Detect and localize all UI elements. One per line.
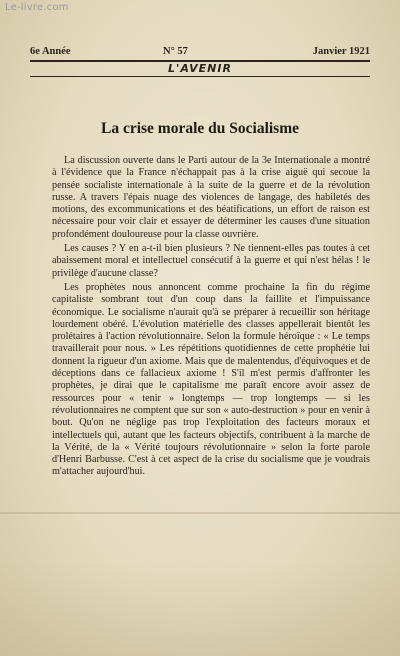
- article-body: [52, 155, 370, 481]
- article-paragraph: Les prophètes nous annoncent comme prochaine la fin du régime capitaliste sombrant tout d'un coup dans la faillite et l'impuissance économique. Le socialisme n'aurait qu'à se préparer à recueillir son héritage lourdement obéré. L'évolution matérielle des classes appellerait bientôt les prolétaires à l'action révolutionnaire. Selon la formule héroïque : « Le temps travaillerait pour nous. » Les répétitions quotidiennes de cette prophétie lui donnent la rigueur d'un axiome. Mais que de malentendus, d'équivoques et de déceptions dans ce fallacieux axiome ! S'il m'est permis d'affronter les prophètes, je dirai que le capitalisme me paraît encore avoir assez de ressources pour « tenir » longtemps — trop longtemps — si les révolutionnaires ne comptent que sur son « auto-destruction » pour en venir à bout. Qu'on ne néglige pas trop l'exploitation des facteurs moraux et intellectuels qui, autant que les facteurs objectifs, contribuent à la marche de la Vérité, de la « Vérité toujours révolutionnaire » selon la forte parole d'Henri Barbusse. C'est à cet aspect de la crise du socialisme que je voudrais m'attacher aujourd'hui.: [52, 281, 370, 478]
- issue-date: Janvier 1921: [312, 46, 370, 57]
- paper-aging-shade: [0, 560, 400, 656]
- watermark-text: Le-livre.com: [5, 2, 69, 13]
- article-title: La crise morale du Socialisme: [100, 120, 300, 137]
- paper-fold-line: [0, 512, 400, 514]
- masthead-row: [30, 46, 370, 60]
- journal-name: L'AVENIR: [168, 62, 232, 75]
- issue-year: 6e Année: [30, 46, 71, 57]
- article-paragraph: Les causes ? Y en a-t-il bien plusieurs ? Ne tiennent-elles pas toutes à cet abaissement moral et intellectuel consécutif à la guerre et qui n'est hélas ! le privilège d'aucune classe?: [52, 243, 370, 279]
- issue-number: N° 57: [163, 46, 188, 57]
- masthead-bottom-rule: [30, 76, 370, 77]
- article-paragraph: La discussion ouverte dans le Parti autour de la 3e Internationale a montré à l'évidence que la France n'échappait pas à la crise aiguë qui secoue la pensée socialiste internationale à la suite de la guerre et de la révolution russe. A travers l'épais nuage des violences de langage, des habiletés des motions, des excommunications et des béatifications, un effort de raison est nécessaire pour voir clair et essayer de déterminer les causes d'une situation profondément douloureuse pour la classe ouvrière.: [52, 155, 370, 240]
